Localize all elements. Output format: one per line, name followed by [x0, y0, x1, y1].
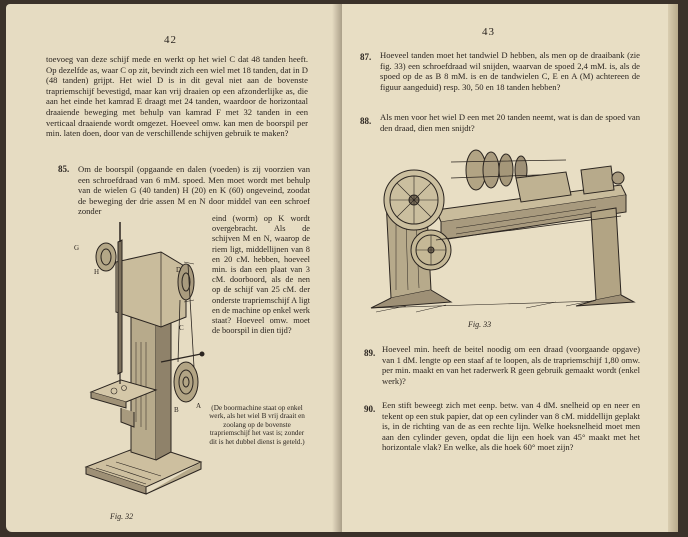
page-number-right: 43 — [482, 26, 495, 38]
lathe-illustration — [366, 140, 636, 318]
problem-90-number: 90. — [364, 404, 376, 414]
problem-90-text: Een stift beweegt zich met eenp. betw. van 4 dM. snelheid op en neer en tekent op een stuk papier, dat op een cylinder van 8 cM. middellijn geplakt is, in de richting van de as een rechte lijn. Welke hoeksnelheid moet men aan den cylinder geven, opdat die lijn een hoek van 45° maakt met het horizontale vlak? En welke, als die hoek 60° moet zijn? — [382, 400, 640, 453]
svg-text:A: A — [196, 402, 202, 410]
svg-text:B: B — [174, 406, 179, 414]
problem-89-text: Hoeveel min. heeft de beitel noodig om een draad (voorgaande opgave) van 1 dM. lengte op een staaf af te loopen, als de trapriemschijf 1,80 omw. per min. maakt en van het raderwerk R geen gebruik gemaakt wordt (enkel werk)? — [382, 344, 640, 386]
fig-33-caption: Fig. 33 — [468, 320, 492, 329]
problem-89-number: 89. — [364, 348, 376, 358]
problem-87-number: 87. — [360, 52, 372, 62]
intro-paragraph: toevoeg van deze schijf mede en werkt op het wiel C dat 48 tanden heeft. Op dezelfde as, waar C op zit, bevindt zich een wiel met 18 tanden, dat in D (48 tanden) grijpt. Het wiel D is in dit geval niet aan de bovenste trapriemschijf bevestigd, maar kan vrij draaien op een afzonderlijke as, die aan het einde het kamrad E draagt met 24 tanden, waardoor de horizontaal draaiende beweging met behulp van kamrad F met 32 tanden in een verticaal draaiende wordt omgezet. Hoeveel omw. kan men de boorspil per min. laten doen, door van de verschillende schijven gebruik te maken? — [46, 54, 308, 139]
page-edge — [668, 4, 678, 532]
svg-text:C: C — [179, 324, 184, 332]
fig-32-caption: Fig. 32 — [110, 512, 134, 521]
problem-88-number: 88. — [360, 116, 372, 126]
svg-text:D: D — [176, 266, 182, 274]
svg-text:G: G — [74, 244, 80, 252]
problem-87-text: Hoeveel tanden moet het tandwiel D hebben, als men op de draaibank (zie fig. 33) een schroefdraad wil snijden, waarvan de spoed 2,4 mM. is, als de spoed op de as B 8 mM. is en de tandwielen C, E en A (M) achtereen de figuur aangeduid) resp. 30, 50 en 18 tanden hebben? — [380, 50, 640, 92]
problem-85-text: Om de boorspil (opgaande en dalen (voeden) is zij voorzien van een schroefdraad van 6 mM. spoed. Men moet wordt met behulp van de wielen G (40 tanden) H (20) en K (60) ongeveind, zoodat de beweging der drie assen M en N door middel van een schroef zonder — [78, 164, 310, 217]
svg-text:H: H — [94, 268, 100, 276]
drill-press-illustration — [76, 222, 206, 502]
footnote: (De boormachine staat op enkel werk, als het wiel B vrij draait en zoolang op de bovenste trapriemschijf het vast is; zonder dit is het dubbel dienst is geteld.) — [209, 404, 305, 446]
right-page — [342, 4, 678, 532]
problem-85-number: 85. — [58, 164, 70, 174]
left-page — [6, 4, 342, 532]
problem-88-text: Als men voor het wiel D een met 20 tanden neemt, wat is dan de spoed van den draad, dien men snijdt? — [380, 112, 640, 133]
page-number-left: 42 — [164, 34, 177, 46]
problem-85-side-text: eind (worm) op K wordt overgebracht. Als de schijven M en N, waarop de riem ligt, middellijnen van 8 en 20 cM. hebben, hoeveel min. is dan een plaat van 3 cM. doorboord, als de nen op de schijf van 25 cM. der onderste trapriemschijf A ligt en de machine op enkel werk staat? Hoeveel omw. moet de boorspil in dien tijd? — [212, 214, 310, 336]
